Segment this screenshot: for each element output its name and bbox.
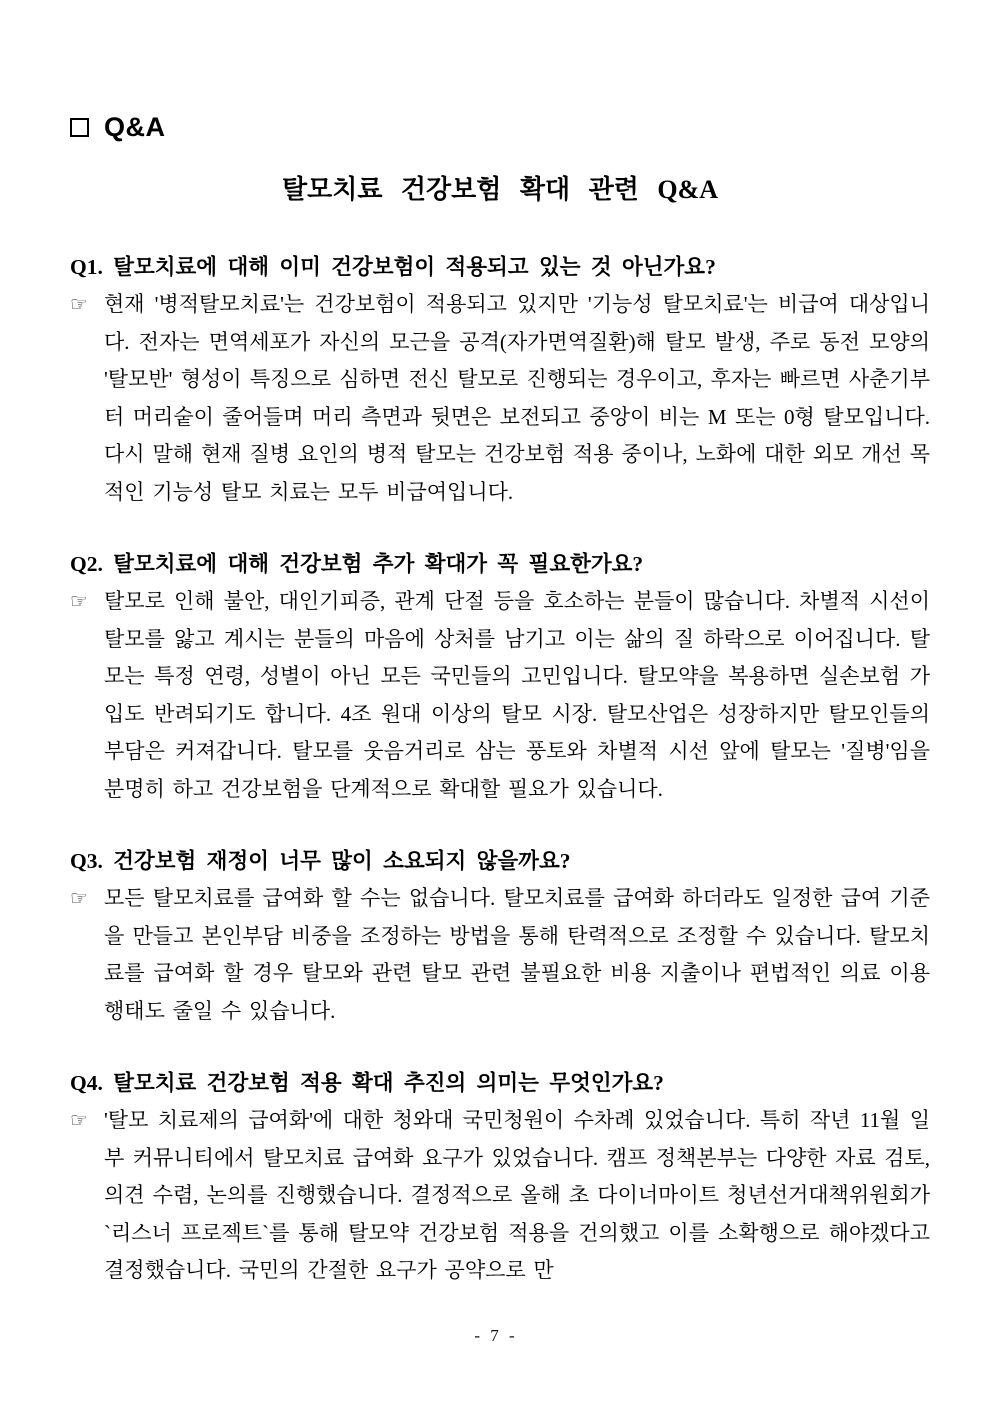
question-heading: Q2. 탈모치료에 대해 건강보험 추가 확대가 꼭 필요한가요? (70, 552, 644, 576)
qa-block-4 (70, 1064, 930, 1290)
qa-block-1 (70, 248, 930, 511)
pointing-hand-icon: ☞ (70, 292, 88, 316)
pointing-hand-icon: ☞ (70, 886, 88, 910)
answer-row (70, 286, 930, 511)
question-heading: Q3. 건강보험 재정이 너무 많이 소요되지 않을까요? (70, 849, 571, 873)
section-header (70, 112, 930, 142)
answer-text: 탈모로 인해 불안, 대인기피증, 관계 단절 등을 호소하는 분들이 많습니다. 차별적 시선이 탈모를 앓고 계시는 분들의 마음에 상처를 남기고 이는 삶의 질 하락으로 이어집니다. 탈모는 특정 연령, 성별이 아닌 모든 국민들의 고민입니다. 탈모약을 복용하면 실손보험 가입도 반려되기도 합니다. 4조 원대 이상의 탈모 시장. 탈모산업은 성장하지만 탈모인들의 부담은 커져갑니다. 탈모를 웃음거리로 삼는 풍토와 차별적 시선 앞에 탈모는 '질병'임을 분명히 하고 건강보험을 단계적으로 확대할 필요가 있습니다. (104, 589, 930, 801)
square-bullet-icon (70, 118, 89, 137)
answer-row (70, 880, 930, 1030)
section-header-label: Q&A (104, 112, 166, 142)
answer-text: 모든 탈모치료를 급여화 할 수는 없습니다. 탈모치료를 급여화 하더라도 일정한 급여 기준을 만들고 본인부담 비중을 조정하는 방법을 통해 탄력적으로 조정할 수 있습니다. 탈모치료를 급여화 할 경우 탈모와 관련 탈모 관련 불필요한 비용 지출이나 편법적인 의료 이용 행태도 줄일 수 있습니다. (104, 886, 930, 1023)
pointing-hand-icon: ☞ (70, 589, 88, 613)
question-heading: Q1. 탈모치료에 대해 이미 건강보험이 적용되고 있는 것 아닌가요? (70, 255, 716, 279)
qa-block-2 (70, 545, 930, 808)
page-title: 탈모치료 건강보험 확대 관련 Q&A (281, 175, 719, 204)
pointing-hand-icon: ☞ (70, 1108, 88, 1132)
qa-section (70, 248, 930, 1290)
answer-text: 현재 '병적탈모치료'는 건강보험이 적용되고 있지만 '기능성 탈모치료'는 비급여 대상입니다. 전자는 면역세포가 자신의 모근을 공격(자가면역질환)해 탈모 발생, 주로 동전 모양의 '탈모반' 형성이 특징으로 심하면 전신 탈모로 진행되는 경우이고, 후자는 빠르면 사춘기부터 머리숱이 줄어들며 머리 측면과 뒷면은 보전되고 중앙이 비는 M 또는 0형 탈모입니다. 다시 말해 현재 질병 요인의 병적 탈모는 건강보험 적용 중이나, 노화에 대한 외모 개선 목적인 기능성 탈모 치료는 모두 비급여입니다. (104, 292, 930, 504)
answer-row (70, 1102, 930, 1290)
question-heading: Q4. 탈모치료 건강보험 적용 확대 추진의 의미는 무엇인가요? (70, 1071, 664, 1095)
page-number: - 7 - (474, 1326, 518, 1345)
qa-block-3 (70, 842, 930, 1030)
answer-row (70, 583, 930, 808)
answer-text: '탈모 치료제의 급여화'에 대한 청와대 국민청원이 수차례 있었습니다. 특히 작년 11월 일부 커뮤니티에서 탈모치료 급여화 요구가 있었습니다. 캠프 정책본부는 다양한 자료 검토, 의견 수렴, 논의를 진행했습니다. 결정적으로 올해 초 다이너마이트 청년선거대책위원회가 `리스너 프로젝트`를 통해 탈모약 건강보험 적용을 건의했고 이를 소확행으로 해야겠다고 결정했습니다. 국민의 간절한 요구가 공약으로 만 (104, 1108, 930, 1282)
